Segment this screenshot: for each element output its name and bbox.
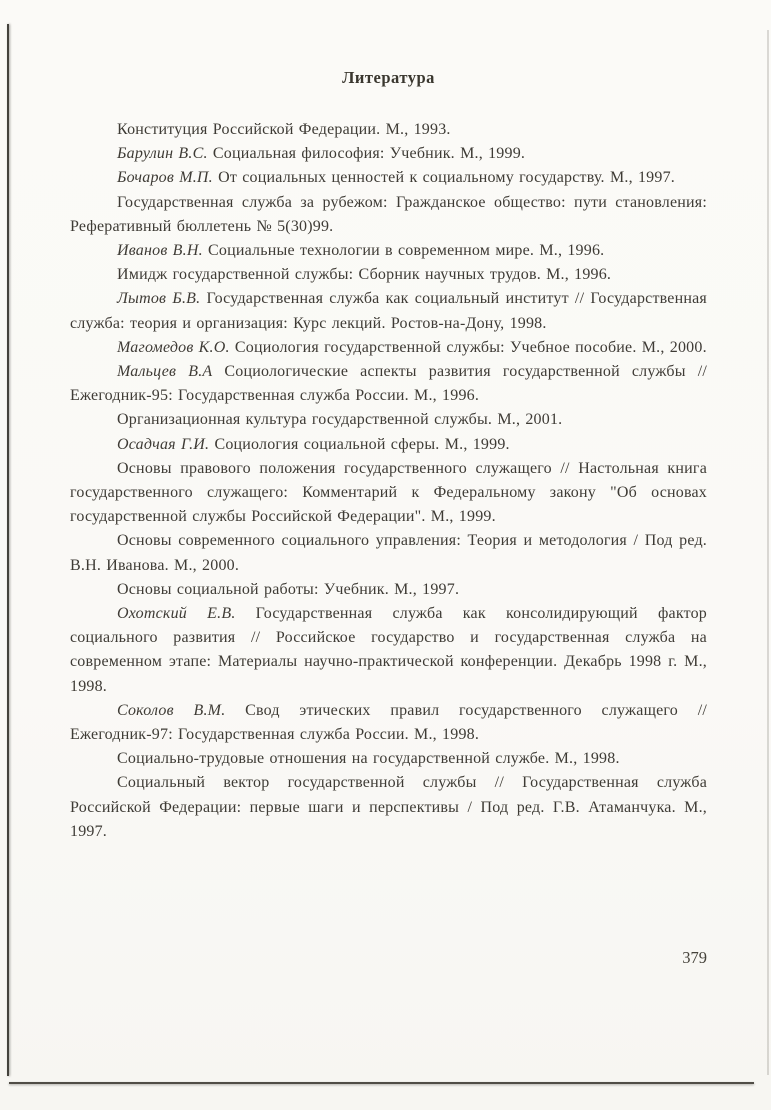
entry-text: Социологические аспекты развития государственной службы // Ежегодник-95: Государственная служба России. М., 1996. — [70, 363, 707, 405]
bibliography-entry — [70, 771, 707, 844]
scan-left-edge — [7, 24, 9, 1076]
entry-author: Соколов В.М. — [117, 701, 226, 719]
bibliography-entry — [70, 747, 707, 771]
bibliography-entry — [70, 699, 707, 747]
bibliography-entry — [70, 457, 707, 530]
entry-text: Государственная служба за рубежом: Гражданское общество: пути становления: Реферативный бюллетень № 5(30)99. — [70, 193, 707, 235]
entry-author: Осадчая Г.И. — [117, 435, 210, 453]
entry-text: Конституция Российской Федерации. М., 1993. — [117, 121, 451, 138]
entry-text: Социология государственной службы: Учебное пособие. М., 2000. — [229, 338, 707, 356]
entry-text: Социальный вектор государственной службы // Государственная служба Российской Федерации: первые шаги и перспективы / Под ред. Г.В. Атаманчука. М., 1997. — [70, 774, 707, 840]
entry-text: Государственная служба как консолидирующий фактор социального развития // Российское государство и государственная служба на современном этапе: Материалы научно-практической конференции. Декабрь 1998 г. М., 1998. — [70, 605, 707, 695]
entry-text: Основы социальной работы: Учебник. М., 1997. — [117, 580, 460, 598]
entry-text: Социальная философия: Учебник. М., 1999. — [207, 145, 526, 163]
entry-text: Социология социальной сферы. М., 1999. — [209, 435, 510, 453]
page-content — [70, 68, 707, 844]
entry-text: Имидж государственной службы: Сборник научных трудов. М., 1996. — [117, 266, 612, 284]
entry-author: Мальцев В.А — [117, 363, 213, 381]
scan-right-edge — [767, 30, 769, 1075]
bibliography-entry — [70, 142, 707, 166]
entry-author: Иванов В.Н. — [117, 242, 203, 260]
bibliography-entry — [70, 529, 707, 577]
bibliography-entry — [70, 239, 707, 263]
entry-text: Основы современного социального управления: Теория и методология / Под ред. В.Н. Иванова. М., 2000. — [70, 532, 707, 574]
bibliography-entry — [70, 602, 707, 699]
entry-text: Государственная служба как социальный институт // Государственная служба: теория и организация: Курс лекций. Ростов-на-Дону, 1998. — [70, 290, 707, 332]
bibliography-entry — [70, 336, 707, 360]
page-title: Литература — [342, 68, 435, 87]
entry-text: Организационная культура государственной службы. М., 2001. — [117, 411, 563, 429]
entry-author: Бочаров М.П. — [117, 169, 213, 187]
scan-bottom-edge — [9, 1082, 754, 1084]
entry-author: Лытов Б.В. — [117, 290, 201, 308]
bibliography-entry — [70, 433, 707, 457]
bibliography-entry — [70, 166, 707, 190]
bibliography-entry — [70, 578, 707, 602]
entry-text: Основы правового положения государственного служащего // Настольная книга государственного служащего: Комментарий к Федеральному закону "Об основах государственной службы Российской Федерации". М., 1999. — [70, 459, 707, 526]
entry-text: От социальных ценностей к социальному государству. М., 1997. — [212, 169, 675, 187]
bibliography-entry — [70, 118, 707, 142]
bibliography-entry — [70, 191, 707, 239]
bibliography-entry — [70, 360, 707, 408]
entry-text: Свод этических правил государственного служащего // Ежегодник-97: Государственная служба России. М., 1998. — [70, 701, 707, 744]
entry-text: Социальные технологии в современном мире. М., 1996. — [202, 242, 605, 260]
page-number: 379 — [682, 948, 707, 967]
bibliography-entry — [70, 408, 707, 432]
entry-author: Охотский Е.В. — [117, 605, 236, 623]
entry-author: Магомедов К.О. — [117, 338, 230, 356]
entry-text: Социально-трудовые отношения на государственной службе. М., 1998. — [117, 750, 620, 768]
bibliography-entry — [70, 287, 707, 335]
bibliography-entry — [70, 263, 707, 287]
entry-author: Барулин В.С. — [117, 145, 208, 163]
